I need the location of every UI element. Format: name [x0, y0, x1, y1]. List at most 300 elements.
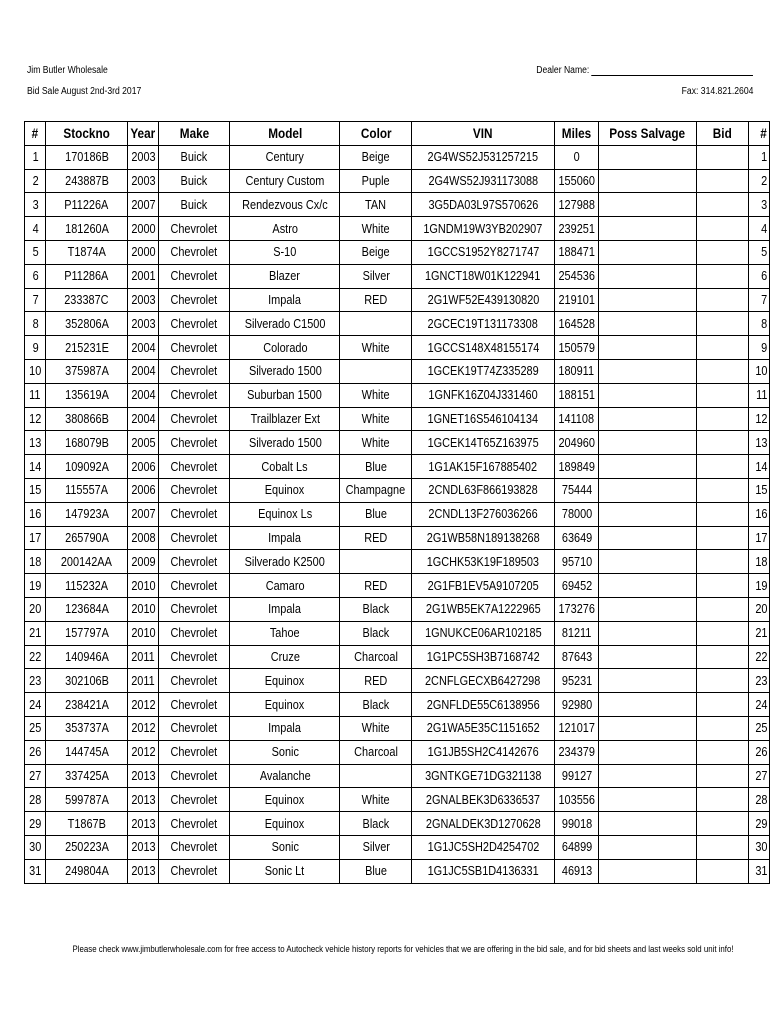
column-header-poss-salvage [599, 122, 696, 146]
row-number-cell [25, 859, 46, 883]
color-value: White [361, 220, 390, 236]
bid-cell[interactable] [696, 859, 749, 883]
vin-value: 1G1PC5SH3B7168742 [426, 648, 540, 664]
make-cell [159, 217, 230, 241]
row-number-value: 30 [29, 839, 42, 855]
row-number-right-cell [749, 574, 770, 598]
bid-cell[interactable] [696, 597, 749, 621]
model-cell [230, 169, 340, 193]
poss-salvage-cell[interactable] [599, 145, 696, 169]
table-row [25, 312, 770, 336]
vin-value: 2G4WS52J931173088 [428, 172, 538, 188]
dealer-name-label: Dealer Name: [536, 65, 590, 76]
table-row [25, 431, 770, 455]
model-value: Blazer [269, 268, 301, 284]
vin-value: 1G1JB5SH2C4142676 [427, 744, 539, 760]
bid-cell[interactable] [696, 312, 749, 336]
make-cell [159, 312, 230, 336]
column-header-color [340, 122, 412, 146]
year-value: 2013 [130, 839, 156, 855]
row-number-cell [25, 240, 46, 264]
poss-salvage-cell[interactable] [599, 407, 696, 431]
model-value: Silverado K2500 [244, 553, 325, 569]
model-cell [230, 716, 340, 740]
year-value: 2005 [130, 434, 156, 450]
vin-value: 2CNFLGECXB6427298 [425, 672, 541, 688]
vin-value: 3GNTKGE71DG321138 [424, 767, 542, 783]
stockno-value: 109092A [64, 458, 109, 474]
make-value: Chevrolet [170, 696, 218, 712]
year-cell [128, 693, 159, 717]
row-number-cell [25, 312, 46, 336]
poss-salvage-cell[interactable] [599, 669, 696, 693]
color-value: Black [362, 815, 390, 831]
color-value: RED [364, 291, 388, 307]
model-value: Sonic [271, 744, 299, 760]
model-cell [230, 669, 340, 693]
row-number-right-cell [749, 764, 770, 788]
poss-salvage-cell[interactable] [599, 574, 696, 598]
row-number-right-cell [749, 716, 770, 740]
miles-value: 46913 [561, 863, 592, 879]
bid-cell[interactable] [696, 764, 749, 788]
color-cell [340, 764, 412, 788]
stockno-cell [46, 240, 128, 264]
vin-value: 1G1JC5SB1D4136331 [427, 863, 539, 879]
make-value: Chevrolet [170, 244, 218, 260]
stockno-value: 352806A [64, 315, 109, 331]
poss-salvage-cell[interactable] [599, 288, 696, 312]
color-cell [340, 574, 412, 598]
vin-value: 1GCCS148X48155174 [427, 339, 539, 355]
bid-cell[interactable] [696, 502, 749, 526]
poss-salvage-cell[interactable] [599, 526, 696, 550]
poss-salvage-cell[interactable] [599, 455, 696, 479]
year-value: 2004 [130, 387, 156, 403]
miles-value: 234379 [558, 744, 595, 760]
bid-cell[interactable] [696, 169, 749, 193]
year-value: 2012 [130, 744, 156, 760]
vin-value: 2CNDL13F276036266 [428, 506, 538, 522]
year-value: 2003 [130, 291, 156, 307]
make-cell [159, 288, 230, 312]
bid-cell[interactable] [696, 526, 749, 550]
row-number-right-cell [749, 835, 770, 859]
vin-value: 2GNFLDE55C6138956 [426, 696, 540, 712]
row-number-value: 2 [32, 172, 39, 188]
color-cell [340, 312, 412, 336]
bid-cell[interactable] [696, 383, 749, 407]
row-number-cell [25, 217, 46, 241]
vin-cell [412, 835, 555, 859]
column-header-vin [412, 122, 555, 146]
color-value: White [361, 720, 390, 736]
year-value: 2007 [130, 196, 156, 212]
make-value: Chevrolet [170, 791, 218, 807]
bid-cell[interactable] [696, 621, 749, 645]
dealer-name-field [537, 65, 753, 76]
color-cell [340, 835, 412, 859]
row-number-right-value: 30 [754, 839, 767, 855]
color-value: Silver [362, 839, 390, 855]
stockno-value: 233387C [64, 291, 109, 307]
row-number-value: 23 [29, 672, 42, 688]
make-value: Chevrolet [170, 506, 218, 522]
color-value: Black [362, 625, 390, 641]
stockno-value: 215231E [64, 339, 109, 355]
year-cell [128, 359, 159, 383]
miles-cell [554, 645, 598, 669]
poss-salvage-cell[interactable] [599, 359, 696, 383]
miles-cell [554, 145, 598, 169]
row-number-cell [25, 597, 46, 621]
vin-cell [412, 312, 555, 336]
row-number-cell [25, 431, 46, 455]
bid-cell[interactable] [696, 145, 749, 169]
row-number-right-cell [749, 431, 770, 455]
stockno-cell [46, 788, 128, 812]
color-value: RED [364, 672, 388, 688]
bid-cell[interactable] [696, 217, 749, 241]
year-cell [128, 288, 159, 312]
make-cell [159, 574, 230, 598]
vin-cell [412, 526, 555, 550]
bid-cell[interactable] [696, 240, 749, 264]
row-number-cell [25, 336, 46, 360]
year-cell [128, 526, 159, 550]
bid-cell[interactable] [696, 550, 749, 574]
make-value: Chevrolet [170, 482, 218, 498]
bid-cell[interactable] [696, 740, 749, 764]
make-value: Chevrolet [170, 815, 218, 831]
color-cell [340, 740, 412, 764]
stockno-value: 249804A [64, 863, 109, 879]
row-number-value: 8 [32, 315, 39, 331]
row-number-value: 24 [29, 696, 42, 712]
model-value: Equinox Ls [257, 506, 312, 522]
year-cell [128, 788, 159, 812]
poss-salvage-cell[interactable] [599, 217, 696, 241]
year-value: 2004 [130, 363, 156, 379]
vin-cell [412, 597, 555, 621]
row-number-right-value: 20 [754, 601, 767, 617]
poss-salvage-cell[interactable] [599, 812, 696, 836]
model-cell [230, 764, 340, 788]
bid-cell[interactable] [696, 669, 749, 693]
bid-cell[interactable] [696, 716, 749, 740]
bid-cell[interactable] [696, 288, 749, 312]
row-number-value: 20 [29, 601, 42, 617]
poss-salvage-cell[interactable] [599, 431, 696, 455]
miles-value: 150579 [558, 339, 595, 355]
color-value: White [361, 387, 390, 403]
poss-salvage-cell[interactable] [599, 764, 696, 788]
row-number-right-cell [749, 193, 770, 217]
stockno-cell [46, 455, 128, 479]
year-value: 2013 [130, 863, 156, 879]
make-cell [159, 264, 230, 288]
miles-cell [554, 835, 598, 859]
model-cell [230, 597, 340, 621]
model-value: Cobalt Ls [261, 458, 308, 474]
miles-value: 254536 [558, 268, 595, 284]
vin-cell [412, 716, 555, 740]
row-number-cell [25, 574, 46, 598]
miles-value: 219101 [558, 291, 595, 307]
miles-cell [554, 502, 598, 526]
miles-cell [554, 383, 598, 407]
row-number-value: 6 [32, 268, 39, 284]
vin-cell [412, 169, 555, 193]
row-number-right-value: 11 [755, 387, 767, 403]
year-cell [128, 597, 159, 621]
year-cell [128, 574, 159, 598]
year-cell [128, 336, 159, 360]
bid-cell[interactable] [696, 359, 749, 383]
make-cell [159, 502, 230, 526]
poss-salvage-cell[interactable] [599, 835, 696, 859]
model-value: Tahoe [270, 625, 300, 641]
miles-cell [554, 740, 598, 764]
year-cell [128, 502, 159, 526]
color-value: White [361, 339, 390, 355]
color-value: Charcoal [354, 648, 398, 664]
poss-salvage-cell[interactable] [599, 621, 696, 645]
stockno-cell [46, 431, 128, 455]
make-cell [159, 550, 230, 574]
bid-cell[interactable] [696, 193, 749, 217]
vin-value: 1GCEK19T74Z335289 [427, 363, 539, 379]
stockno-value: 375987A [64, 363, 109, 379]
make-value: Chevrolet [170, 339, 218, 355]
bid-cell[interactable] [696, 812, 749, 836]
model-value: Equinox [265, 791, 305, 807]
make-value: Chevrolet [170, 458, 218, 474]
row-number-cell [25, 455, 46, 479]
color-cell [340, 288, 412, 312]
stockno-value: 157797A [64, 625, 109, 641]
miles-cell [554, 336, 598, 360]
color-cell [340, 359, 412, 383]
table-row [25, 764, 770, 788]
stockno-value: P11286A [64, 268, 109, 284]
make-cell [159, 359, 230, 383]
poss-salvage-cell[interactable] [599, 336, 696, 360]
model-cell [230, 455, 340, 479]
vin-value: 3G5DA03L97S570626 [428, 196, 539, 212]
dealer-name-line[interactable] [591, 66, 753, 76]
bid-cell[interactable] [696, 788, 749, 812]
bid-cell[interactable] [696, 835, 749, 859]
model-cell [230, 431, 340, 455]
poss-salvage-cell[interactable] [599, 478, 696, 502]
stockno-value: 115232A [65, 577, 109, 593]
bid-cell[interactable] [696, 407, 749, 431]
stockno-cell [46, 812, 128, 836]
row-number-right-value: 8 [760, 315, 767, 331]
bid-cell[interactable] [696, 336, 749, 360]
vin-value: 1GNDM19W3YB202907 [423, 220, 543, 236]
row-number-cell [25, 193, 46, 217]
row-number-right-cell [749, 240, 770, 264]
color-value: Black [362, 601, 390, 617]
vin-value: 2CNDL63F866193828 [428, 482, 538, 498]
row-number-right-value: 21 [754, 625, 767, 641]
year-cell [128, 835, 159, 859]
vin-value: 2G4WS52J531257215 [427, 149, 539, 165]
miles-cell [554, 550, 598, 574]
miles-cell [554, 407, 598, 431]
miles-cell [554, 669, 598, 693]
color-value: TAN [365, 196, 387, 212]
miles-value: 204960 [558, 434, 595, 450]
vin-value: 1G1JC5SH2D4254702 [427, 839, 539, 855]
miles-value: 69452 [561, 577, 592, 593]
miles-cell [554, 240, 598, 264]
vin-cell [412, 383, 555, 407]
model-cell [230, 478, 340, 502]
year-cell [128, 431, 159, 455]
poss-salvage-cell[interactable] [599, 859, 696, 883]
poss-salvage-cell[interactable] [599, 716, 696, 740]
poss-salvage-cell[interactable] [599, 597, 696, 621]
make-cell [159, 740, 230, 764]
poss-salvage-cell[interactable] [599, 645, 696, 669]
make-cell [159, 336, 230, 360]
color-cell [340, 812, 412, 836]
make-cell [159, 669, 230, 693]
color-cell [340, 240, 412, 264]
table-header-row [25, 122, 770, 146]
vin-value: 2G1WB5EK7A1222965 [425, 601, 541, 617]
row-number-right-cell [749, 145, 770, 169]
row-number-value: 27 [29, 767, 42, 783]
bid-cell[interactable] [696, 478, 749, 502]
table-row [25, 240, 770, 264]
row-number-value: 21 [29, 625, 42, 641]
model-cell [230, 788, 340, 812]
bid-cell[interactable] [696, 431, 749, 455]
poss-salvage-cell[interactable] [599, 550, 696, 574]
column-header-stockno [46, 122, 128, 146]
stockno-cell [46, 169, 128, 193]
model-cell [230, 359, 340, 383]
row-number-value: 26 [29, 744, 42, 760]
year-value: 2006 [130, 458, 156, 474]
color-value: Silver [362, 268, 390, 284]
poss-salvage-cell[interactable] [599, 693, 696, 717]
row-number-right-value: 17 [754, 529, 767, 545]
table-row [25, 740, 770, 764]
stockno-value: 599787A [64, 791, 109, 807]
poss-salvage-cell[interactable] [599, 740, 696, 764]
row-number-value: 12 [29, 410, 42, 426]
year-value: 2000 [130, 244, 156, 260]
row-number-value: 9 [32, 339, 39, 355]
bid-cell[interactable] [696, 645, 749, 669]
column-header-label: Year [130, 125, 156, 142]
bid-cell[interactable] [696, 574, 749, 598]
make-cell [159, 859, 230, 883]
vin-cell [412, 693, 555, 717]
color-value: Blue [364, 506, 387, 522]
color-cell [340, 383, 412, 407]
row-number-cell [25, 145, 46, 169]
row-number-cell [25, 764, 46, 788]
stockno-cell [46, 502, 128, 526]
make-value: Buick [180, 196, 208, 212]
color-cell [340, 716, 412, 740]
make-cell [159, 240, 230, 264]
vin-cell [412, 550, 555, 574]
stockno-cell [46, 740, 128, 764]
vin-cell [412, 478, 555, 502]
row-number-right-cell [749, 693, 770, 717]
make-value: Buick [180, 149, 208, 165]
footer-text: Please check www.jimbutlerwholesale.com for free access to Autocheck vehicle history reports for vehicles that we are offering in the bid sale, and for bid sheets and last weeks sold unit info! [72, 944, 734, 955]
poss-salvage-cell[interactable] [599, 312, 696, 336]
model-value: Impala [268, 720, 302, 736]
model-cell [230, 621, 340, 645]
bid-cell[interactable] [696, 693, 749, 717]
bid-cell[interactable] [696, 455, 749, 479]
stockno-cell [46, 550, 128, 574]
row-number-right-cell [749, 455, 770, 479]
make-cell [159, 431, 230, 455]
row-number-right-value: 31 [754, 863, 767, 879]
vin-value: 2G1WF52E439130820 [427, 291, 539, 307]
column-header-label: VIN [473, 125, 493, 142]
year-value: 2012 [130, 720, 156, 736]
year-value: 2009 [130, 553, 156, 569]
column-header-label: Color [360, 125, 392, 142]
row-number-value: 4 [32, 220, 39, 236]
year-value: 2007 [130, 506, 156, 522]
color-value: White [361, 791, 390, 807]
make-cell [159, 193, 230, 217]
stockno-cell [46, 693, 128, 717]
poss-salvage-cell[interactable] [599, 788, 696, 812]
vin-value: 1GCHK53K19F189503 [426, 553, 540, 569]
vin-cell [412, 264, 555, 288]
poss-salvage-cell[interactable] [599, 169, 696, 193]
row-number-cell [25, 359, 46, 383]
model-cell [230, 859, 340, 883]
make-value: Chevrolet [170, 744, 218, 760]
poss-salvage-cell[interactable] [599, 193, 696, 217]
stockno-cell [46, 764, 128, 788]
vin-value: 2G1FB1EV5A9107205 [427, 577, 539, 593]
make-value: Chevrolet [170, 553, 218, 569]
miles-value: 189849 [558, 458, 595, 474]
model-value: Century Custom [245, 172, 325, 188]
make-cell [159, 145, 230, 169]
make-cell [159, 169, 230, 193]
bid-cell[interactable] [696, 264, 749, 288]
column-header-model [230, 122, 340, 146]
model-value: Silverado 1500 [248, 434, 322, 450]
table-row [25, 217, 770, 241]
poss-salvage-cell[interactable] [599, 264, 696, 288]
row-number-cell [25, 693, 46, 717]
poss-salvage-cell[interactable] [599, 240, 696, 264]
row-number-cell [25, 169, 46, 193]
poss-salvage-cell[interactable] [599, 502, 696, 526]
stockno-cell [46, 359, 128, 383]
poss-salvage-cell[interactable] [599, 383, 696, 407]
stockno-cell [46, 407, 128, 431]
column-header-row-number-right [749, 122, 770, 146]
